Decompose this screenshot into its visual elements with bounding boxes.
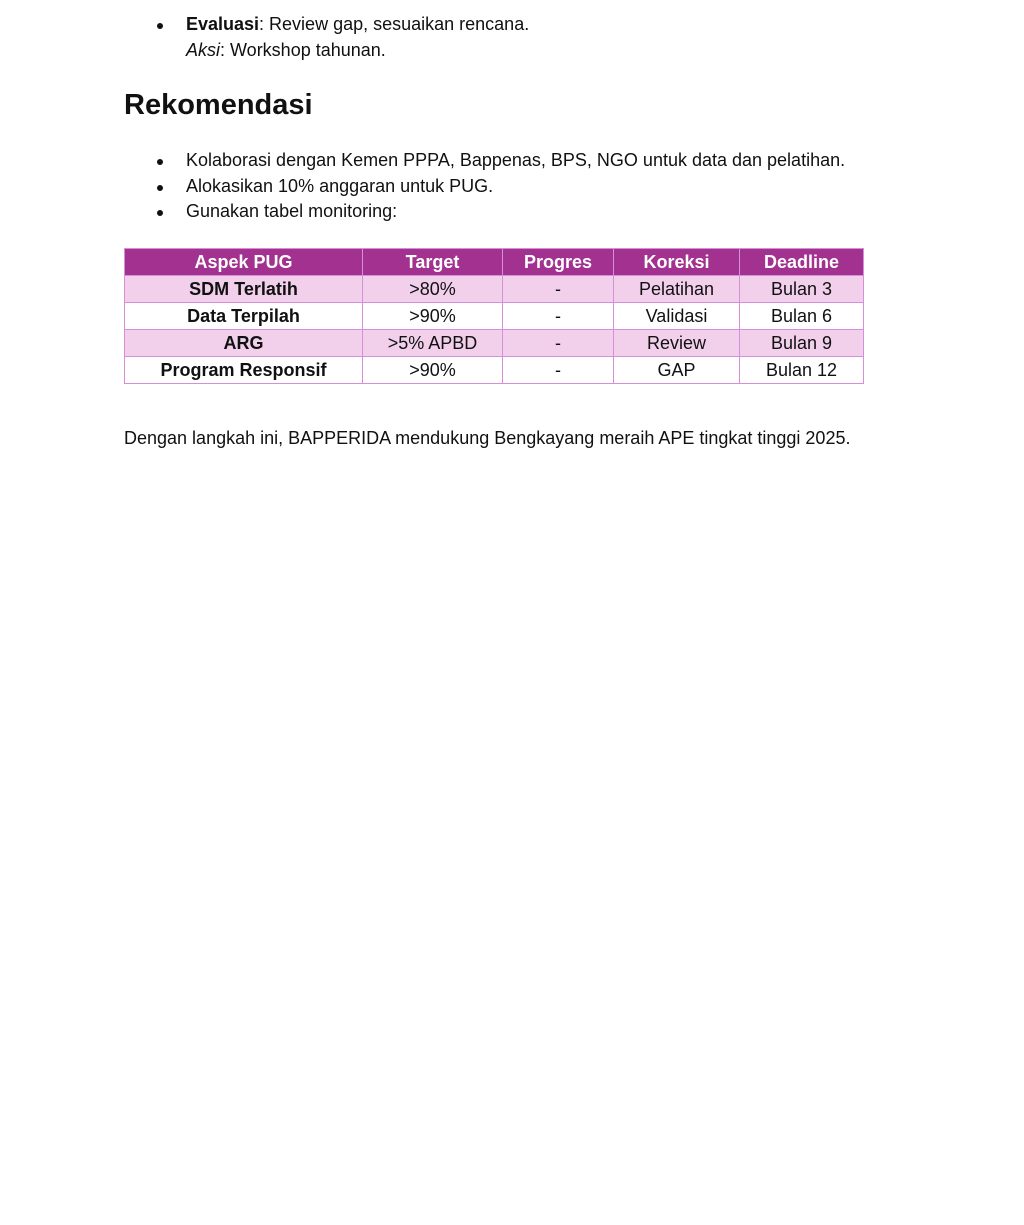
evaluation-label: Evaluasi xyxy=(186,14,260,34)
list-item-text: Gunakan tabel monitoring: xyxy=(186,201,398,221)
monitoring-table xyxy=(124,248,864,384)
table-cell: Bulan 3 xyxy=(740,276,864,303)
table-cell: Review xyxy=(614,330,740,357)
table-cell: Data Terpilah xyxy=(125,303,363,330)
action-text: : Workshop tahunan. xyxy=(220,39,386,60)
table-cell: >90% xyxy=(363,357,503,384)
evaluation-line xyxy=(186,12,529,38)
bullet-icon xyxy=(157,23,163,29)
evaluation-list xyxy=(124,12,529,63)
column-header: Deadline xyxy=(740,249,864,276)
evaluation-item xyxy=(124,12,529,63)
table-cell: Bulan 12 xyxy=(740,357,864,384)
table-cell: Validasi xyxy=(614,303,740,330)
table-cell: - xyxy=(503,357,614,384)
table-cell: - xyxy=(503,330,614,357)
table-cell: >90% xyxy=(363,303,503,330)
action-line xyxy=(186,38,529,64)
table-cell: Program Responsif xyxy=(125,357,363,384)
table-cell: Pelatihan xyxy=(614,276,740,303)
table-cell: >5% APBD xyxy=(363,330,503,357)
monitoring-table-wrap xyxy=(124,248,864,384)
list-item xyxy=(124,174,845,200)
table-row xyxy=(125,330,864,357)
action-label: Aksi xyxy=(186,39,221,60)
column-header: Target xyxy=(363,249,503,276)
table-cell: - xyxy=(503,276,614,303)
list-item xyxy=(124,199,845,225)
section-heading: Rekomendasi xyxy=(124,89,313,121)
table-row xyxy=(125,303,864,330)
recommendation-list xyxy=(124,148,845,225)
column-header: Aspek PUG xyxy=(125,249,363,276)
table-cell: ARG xyxy=(125,330,363,357)
list-item-text: Kolaborasi dengan Kemen PPPA, Bappenas, BPS, NGO untuk data dan pelatihan. xyxy=(186,150,846,170)
table-cell: SDM Terlatih xyxy=(125,276,363,303)
table-row xyxy=(125,276,864,303)
column-header: Koreksi xyxy=(614,249,740,276)
list-item-text: Alokasikan 10% anggaran untuk PUG. xyxy=(186,175,494,196)
table-header-row xyxy=(125,249,864,276)
bullet-icon xyxy=(157,159,163,165)
closing-paragraph: Dengan langkah ini, BAPPERIDA mendukung Bengkayang meraih APE tingkat tinggi 2025. xyxy=(124,428,851,448)
list-item xyxy=(124,148,845,174)
evaluation-text: : Review gap, sesuaikan rencana. xyxy=(259,14,530,34)
table-row xyxy=(125,357,864,384)
column-header: Progres xyxy=(503,249,614,276)
table-cell: Bulan 9 xyxy=(740,330,864,357)
bullet-icon xyxy=(157,210,163,216)
table-cell: - xyxy=(503,303,614,330)
table-cell: Bulan 6 xyxy=(740,303,864,330)
bullet-icon xyxy=(157,185,163,191)
table-cell: >80% xyxy=(363,276,503,303)
table-cell: GAP xyxy=(614,357,740,384)
